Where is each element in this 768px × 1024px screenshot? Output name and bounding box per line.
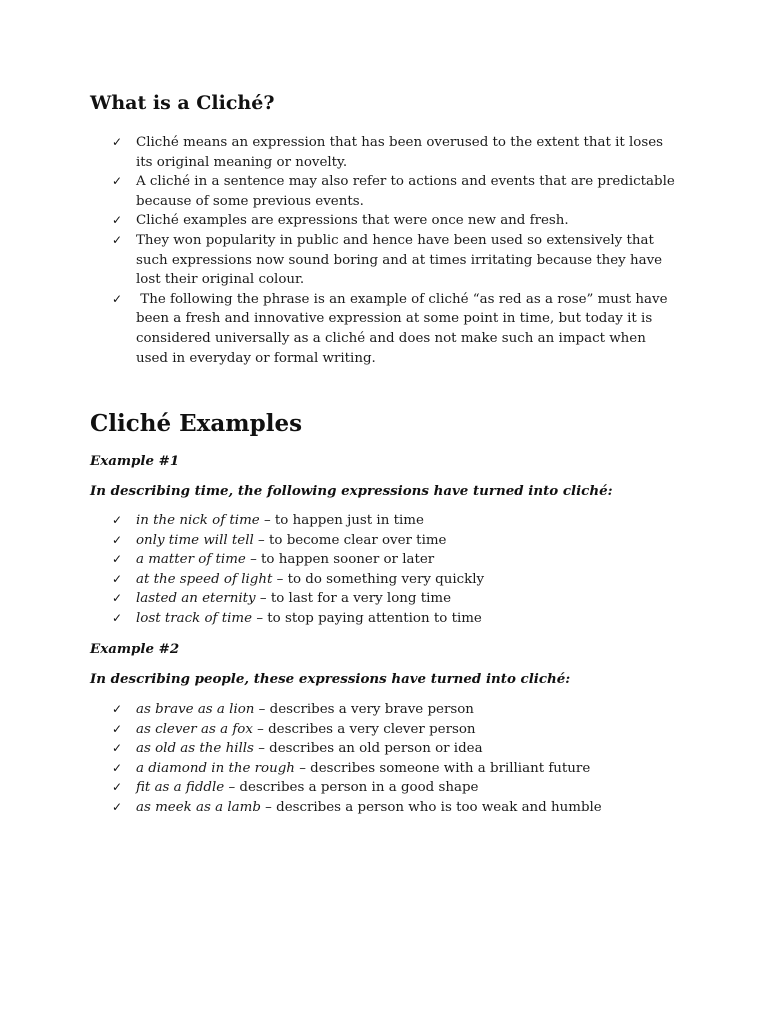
cliche-expression: in the nick of time [136, 513, 260, 528]
cliche-expression: a matter of time [136, 552, 246, 568]
check-icon: ✓ [112, 741, 123, 756]
list-item [110, 720, 680, 740]
list-item [110, 211, 680, 231]
cliche-meaning: – to do something very quickly [272, 571, 485, 587]
section-title-what-is-cliche: What is a Cliché? [90, 92, 275, 114]
list-item [110, 759, 680, 779]
check-icon: ✓ [112, 291, 123, 306]
list-item [110, 511, 680, 531]
list-item-text: Cliché means an expression that has been overused to the extent that it loses its original meaning or novelty. [136, 135, 664, 170]
cliche-meaning: – describes a person in a good shape [224, 780, 479, 796]
cliche-meaning: – to happen sooner or later [245, 552, 435, 568]
list-item [110, 531, 680, 551]
list-item-text: A cliché in a sentence may also refer to actions and events that are predictable because of some previous events. [136, 174, 675, 209]
list-item-text: Cliché examples are expressions that were once new and fresh. [136, 213, 569, 229]
cliche-meaning: – describes a very brave person [254, 702, 474, 717]
people-cliche-list [110, 700, 680, 818]
list-item [110, 550, 680, 570]
list-item [110, 589, 680, 609]
check-icon: ✓ [112, 213, 123, 228]
check-icon: ✓ [112, 174, 123, 189]
example-1-intro: In describing time, the following expressions have turned into cliché: [90, 483, 613, 499]
check-icon: ✓ [112, 760, 123, 775]
cliche-expression: at the speed of light [136, 571, 273, 587]
check-icon: ✓ [112, 610, 123, 625]
list-item [110, 133, 680, 172]
definition-list [110, 133, 680, 368]
cliche-meaning: – describes an old person or idea [253, 741, 483, 757]
check-icon: ✓ [112, 799, 123, 814]
list-item [110, 172, 680, 211]
cliche-expression: as old as the hills [136, 741, 254, 757]
list-item [110, 570, 680, 590]
check-icon: ✓ [112, 135, 123, 149]
cliche-expression: lasted an eternity [136, 591, 256, 607]
example-1-label: Example #1 [90, 453, 180, 469]
check-icon: ✓ [112, 780, 123, 795]
list-item [110, 798, 680, 818]
check-icon: ✓ [112, 721, 123, 736]
cliche-expression: lost track of time [136, 610, 253, 626]
list-item-text: They won popularity in public and hence have been used so extensively that such expressions now sound boring and at times irritating because they have lost their original colour. [136, 232, 663, 288]
example-2-label: Example #2 [90, 641, 180, 657]
cliche-expression: as brave as a lion [136, 702, 255, 717]
cliche-meaning: – describes a person who is too weak and humble [260, 799, 602, 815]
cliche-meaning: – describes someone with a brilliant future [294, 760, 591, 776]
example-2-intro: In describing people, these expressions have turned into cliché: [90, 671, 571, 687]
cliche-meaning: – to become clear over time [253, 532, 447, 548]
cliche-expression: fit as a fiddle [136, 780, 225, 796]
check-icon: ✓ [112, 702, 123, 716]
cliche-meaning: – to stop paying attention to time [252, 610, 482, 626]
list-item [110, 778, 680, 798]
time-cliche-list [110, 511, 680, 629]
list-item [110, 700, 680, 720]
check-icon: ✓ [112, 591, 123, 606]
section-title-cliche-examples: Cliché Examples [90, 410, 303, 437]
check-icon: ✓ [112, 552, 123, 567]
list-item-text: The following the phrase is an example of cliché “as red as a rose” must have been a fresh and innovative expression at some point in time, but today it is considered universally as a cliché and does not make such an impact when used in everyday or formal writing. [136, 291, 672, 366]
list-item [110, 231, 680, 290]
cliche-meaning: – describes a very clever person [252, 721, 476, 737]
list-item [110, 290, 680, 368]
list-item [110, 609, 680, 629]
check-icon: ✓ [112, 571, 123, 586]
check-icon: ✓ [112, 513, 123, 527]
list-item [110, 739, 680, 759]
check-icon: ✓ [112, 532, 123, 547]
cliche-expression: as meek as a lamb [136, 799, 261, 815]
cliche-expression: a diamond in the rough [136, 760, 295, 776]
cliche-meaning: – to happen just in time [259, 513, 424, 528]
cliche-expression: as clever as a fox [136, 721, 253, 737]
cliche-meaning: – to last for a very long time [255, 591, 452, 607]
check-icon: ✓ [112, 232, 123, 247]
cliche-expression: only time will tell [136, 532, 254, 548]
